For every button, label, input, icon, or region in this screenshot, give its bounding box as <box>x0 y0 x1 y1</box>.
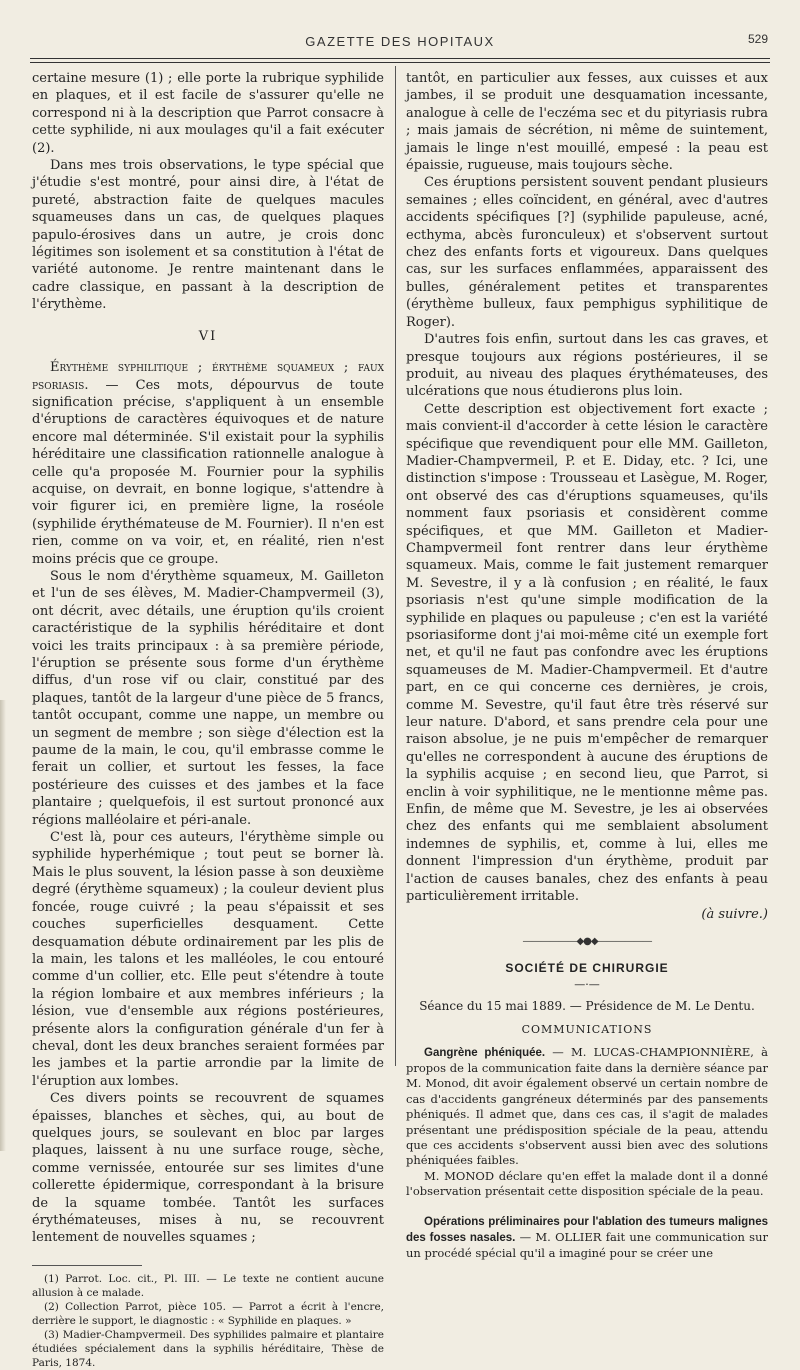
communication-heading: Gangrène phéniquée. <box>424 1046 546 1059</box>
paragraph: Ces éruptions persistent souvent pendant plusieurs semaines ; elles coïncident, en général, avec d'autres accidents spécifiques [?] (syphilide papuleuse, acné, ecthyma, abcès furonculeux) et s'observent surtout chez des enfants forts et vigoureux. Dans quelques cas, sur les surfaces enflammées, apparaissent des bulles, généralement petites et transparentes (érythème bulleux, faux pemphigus syphilitique de Roger). <box>406 175 768 330</box>
communication-text: déclare qu'en effet la malade dont il a donné l'observation présentait cette disposition spéciale de la peau. <box>406 1168 768 1199</box>
paragraph: Dans mes trois observations, le type spécial que j'étudie s'est montré, pour ainsi dire, à l'état de pureté, abstraction faite de quelques macules squameuses dans un cas, de quelques plaques papulo-érosives dans un autre, je crois donc légitimes son isolement et sa constitution à l'état de variété autonome. Je rentre maintenant dans le cadre classique, en passant à la description de l'érythème. <box>32 158 384 313</box>
communication-author: — M. LUCAS-CHAMPIONNIÈRE, <box>545 1044 762 1059</box>
paragraph: Ces divers points se recouvrent de squames épaisses, blanches et sèches, qui, au bout de quelques jours, se soulevant en bloc par larges plaques, laissent à nu une surface rouge, sèche, comme vernissée, entourée sur ses limites d'une collerette épidermique, correspondant à la brisure de la squame tombée. Tantôt les surfaces érythémateuses, mises à nu, se recouvrent lentement de nouvelles squames ; <box>32 1091 384 1246</box>
paragraph: certaine mesure (1) ; elle porte la rubrique syphilide en plaques, et il est facile de s'assurer qu'elle ne correspond ni à la description que Parrot consacre à cette syphilide, ni aux moulages qu'il a fait exécuter (2). <box>32 71 384 156</box>
section-number: VI <box>198 328 218 344</box>
divider-ornament: ——————◆●◆—————— <box>522 935 652 947</box>
right-column <box>406 70 768 1262</box>
to-be-continued: (à suivre.) <box>701 906 768 922</box>
paragraph: Cette description est objectivement fort exacte ; mais convient-il d'accorder à cette lésion le caractère spécifique que revendiquent pour elle MM. Gailleton, Madier-Champvermeil, P. et E. Diday, etc. ? Ici, une distinction s'impose : Trousseau et Lasègue, M. Roger, ont observé des cas d'éruptions squameuses, qu'ils nomment faux psoriasis et considèrent comme spécifiques, et que MM. Gailleton et Madier-Champvermeil font rentrer dans leur érythème squameux. Mais, comme le fait justement remarquer M. Sevestre, il y a là confusion ; en réalité, le faux psoriasis n'est qu'une simple modification de la syphilide en plaques ou papuleuse ; c'en est la variété psoriasiforme dont j'ai moi-même cité un exemple fort net, et qu'il ne faut pas confondre avec les éruptions squameuses de M. Madier-Champvermeil. Et d'autre part, en ce qui concerne ces dernières, je crois, comme M. Sevestre, qu'il faut être très réservé sur leur nature. D'abord, et sans prendre cela pour une raison absolue, je ne puis m'empêcher de remarquer qu'elles ne correspondent à aucune des éruptions de la syphilis acquise ; en second lieu, que Parrot, si enclin à voir syphilitique, ne le mentionne même pas. Enfin, de même que M. Sevestre, je les ai observées chez des enfants qui me semblaient absolument indemnes de syphilis, et, comme à lui, elles me donnent l'impression d'un érythème, produit par l'action de causes banales, chez des enfants à peau particulièrement irritable. <box>406 401 768 905</box>
footnote: (2) Collection Parrot, pièce 105. — Parrot a écrit à l'encre, derrière le support, le diagnostic : « Syphilide en plaques. » <box>32 1300 384 1327</box>
journal-title: GAZETTE DES HOPITAUX <box>305 34 495 49</box>
communication-author: — M. OLLIER <box>515 1230 606 1244</box>
footnote-rule <box>32 1265 142 1266</box>
column-separator <box>395 66 396 1066</box>
session-line: Séance du 15 mai 1889. — Présidence de M. Le Dentu. <box>419 998 755 1013</box>
header-rule-top <box>30 58 770 59</box>
society-title: SOCIÉTÉ DE CHIRURGIE <box>505 961 669 976</box>
communication <box>406 1169 768 1200</box>
page-header <box>30 26 770 52</box>
title-ornament: —·— <box>574 977 600 991</box>
communication-text: à propos de la communication faite dans la dernière séance par M. Monod, dit avoir également observé un certain nombre de cas d'accidents gangréneux déterminés par des pansements phéniqués. Il admet que, dans ces cas, il s'agit de malades présentant une prédisposition spéciale de la peau, attendu que ces accidents s'observent aussi bien avec des solutions phéniquées faibles. <box>406 1044 768 1168</box>
header-rule-bottom <box>30 62 770 63</box>
paragraph: Sous le nom d'érythème squameux, M. Gailleton et l'un de ses élèves, M. Madier-Champvermeil (3), ont décrit, avec détails, une éruption qu'ils croient caractéristique de la syphilis héréditaire et dont voici les traits principaux : à sa première période, l'éruption se présente sous forme d'un érythème diffus, d'un rose vif ou clair, constitué par des plaques, tantôt de la largeur d'une pièce de 5 francs, tantôt occupant, comme une nappe, un membre ou un segment de membre ; son siège d'élection est la paume de la main, le cou, qu'il embrasse comme le ferait un collier, et surtout les fesses, la face postérieure des cuisses et des jambes et la face plantaire ; quelquefois, il est surtout prononcé aux régions malléolaire et péri-anale. <box>32 568 384 828</box>
page-binding-shadow <box>0 700 6 1151</box>
paragraph <box>32 359 384 568</box>
paragraph: D'autres fois enfin, surtout dans les cas graves, et presque toujours aux régions postérieures, il se produit, au niveau des plaques érythémateuses, des ulcérations que nous étudierons plus loin. <box>406 332 768 400</box>
left-column <box>32 70 384 1370</box>
page-number: 529 <box>747 32 768 46</box>
communication <box>406 1045 768 1169</box>
paragraph: C'est là, pour ces auteurs, l'érythème simple ou syphilide hyperhémique ; tout peut se borner là. Mais le plus souvent, la lésion passe à son deuxième degré (érythème squameux) ; la couleur devient plus foncée, rouge cuivré ; la peau s'épaissit et ses couches superficielles desquament. Cette desquamation débute ordinairement par les plis de la main, les talons et les malléoles, le cou entouré comme d'un collier, etc. Elle peut s'étendre à toute la région lombaire et aux membres inférieurs ; la lésion, vue d'ensemble aux régions postérieures, présente alors la configuration générale d'un fer à cheval, dont les deux branches seraient formées par les jambes et la partie arrondie par la limite de l'éruption aux lombes. <box>32 830 384 1089</box>
communication-author: M. MONOD <box>424 1168 495 1183</box>
paragraph-heading: Érythème syphilitique ; érythème squameux ; faux psoriasis. <box>32 360 384 393</box>
communication <box>406 1214 768 1262</box>
paragraph: tantôt, en particulier aux fesses, aux cuisses et aux jambes, il se produit une desquamation incessante, analogue à celle de l'eczéma sec et du pityriasis rubra ; mais jamais de sécrétion, ni même de suintement, jamais le linge n'est mouillé, empesé : la peau est épaissie, rugueuse, mais toujours sèche. <box>406 71 768 174</box>
paragraph-text: — Ces mots, dépourvus de toute signification précise, s'appliquent à un ensemble d'éruptions de caractères équivoques et de nature encore mal déterminée. S'il existait pour la syphilis héréditaire une classification rationnelle analogue à celle qu'a proposée M. Fournier pour la syphilis acquise, on devrait, en bonne logique, s'attendre à voir figurer ici, en première ligne, la roséole (syphilide érythémateuse de M. Fournier). Il n'en est rien, comme on va voir, et, en réalité, rien n'est moins précis que ce groupe. <box>32 377 384 567</box>
footnote: (1) Parrot. Loc. cit., Pl. III. — Le texte ne contient aucune allusion à ce malade. <box>32 1272 384 1299</box>
communication-text: fait une communication sur un procédé spécial qu'il a imaginé pour se créer une <box>406 1230 768 1261</box>
communication-heading: Opérations préliminaires pour l'ablation des tumeurs malignes des fosses nasales. <box>406 1215 768 1244</box>
communications-heading: COMMUNICATIONS <box>521 1023 653 1037</box>
footnote: (3) Madier-Champvermeil. Des syphilides palmaire et plantaire étudiées spécialement dans la syphilis héréditaire, Thèse de Paris, 1874. <box>32 1328 384 1369</box>
